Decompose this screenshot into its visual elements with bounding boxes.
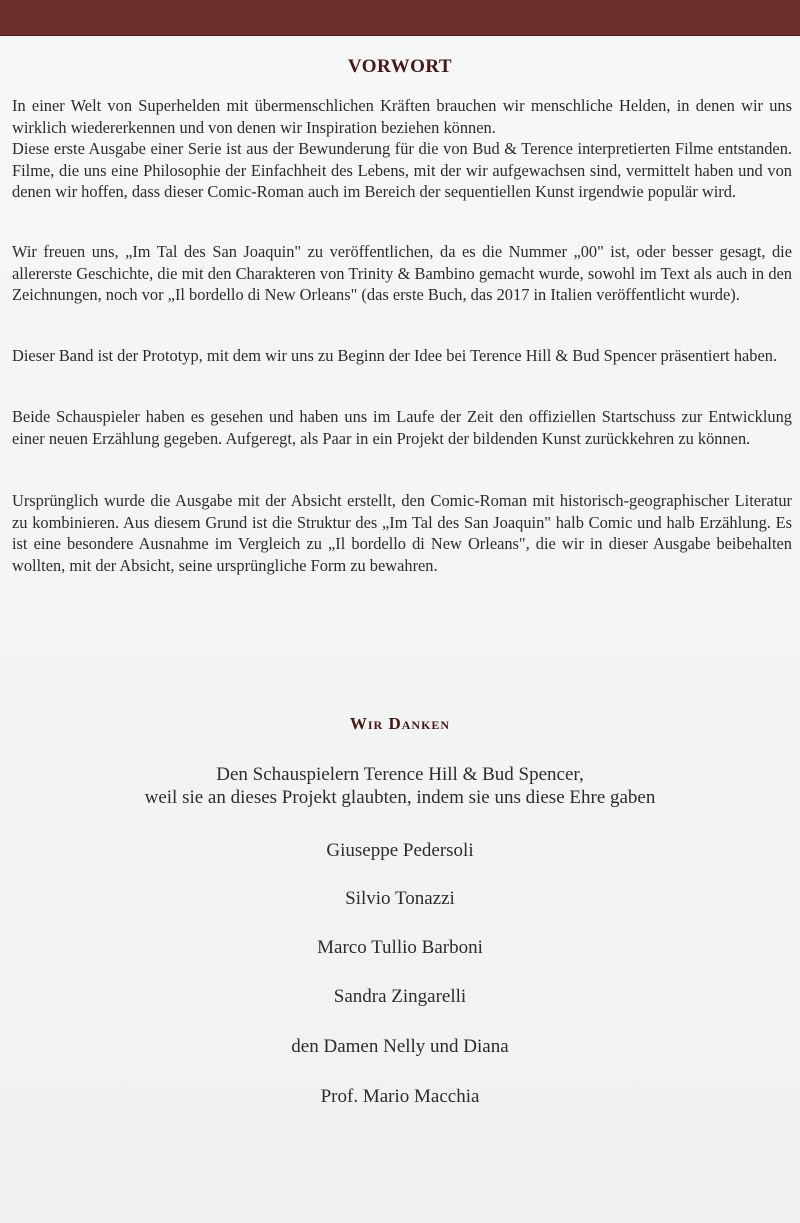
danken-title: Wir Danken xyxy=(349,714,451,733)
paragraph-text: Ursprünglich wurde die Ausgabe mit der Absicht erstellt, den Comic-Roman mit historisch-geographischer Literatur zu kombinieren. Aus diesem Grund ist die Struktur des „Im Tal des San Joaquin" halb Comic und halb Erzählung. Es ist eine besondere Ausnahme im Vergleich zu „Il bordello di New Orleans", die wir in dieser Ausgabe beibehalten wollten, mit der Absicht, seine ursprüngliche Form zu bewahren. xyxy=(12,491,792,575)
thanks-intro-line-2: weil sie an dieses Projekt glaubten, indem sie uns diese Ehre gaben xyxy=(144,787,656,808)
vorwort-paragraph-1b: Diese erste Ausgabe einer Serie ist aus der Bewunderung für die von Bud & Terence interpretierten Filme entstanden. Filme, die uns eine Philosophie der Einfachheit des Lebens, mit der wir aufgewachsen sind, vermittelt haben und von denen wir hoffen, dass dieser Comic-Roman auch im Bereich der sequentiellen Kunst irgendwie populär wird. xyxy=(12,139,792,202)
thanks-name: Sandra Zingarelli xyxy=(333,986,467,1007)
thanks-name: Giuseppe Pedersoli xyxy=(326,840,474,861)
paragraph-text: Wir freuen uns, „Im Tal des San Joaquin" zu veröffentlichen, da es die Nummer „00" ist, oder besser gesagt, die allererste Geschichte, die mit den Charakteren von Trinity & Bambino gemacht wurde, sowohl im Text als auch in den Zeichnungen, noch vor „Il bordello di New Orleans" (das erste Buch, das 2017 in Italien veröffentlicht wurde). xyxy=(12,242,792,305)
thanks-intro-line-1: Den Schauspielern Terence Hill & Bud Spencer, xyxy=(216,764,584,785)
vorwort-paragraph-2 xyxy=(12,241,792,306)
top-color-band xyxy=(0,0,800,36)
thanks-name: den Damen Nelly und Diana xyxy=(291,1036,509,1057)
paragraph-text: Beide Schauspieler haben es gesehen und haben uns im Laufe der Zeit den offiziellen Startschuss zur Entwicklung einer neuen Erzählung gegeben. Aufgeregt, als Paar in ein Projekt der bildenden Kunst zurückkehren zu können. xyxy=(12,407,792,448)
vorwort-paragraph-1a: In einer Welt von Superhelden mit übermenschlichen Kräften brauchen wir menschliche Helden, in denen wir uns wirklich wiedererkennen und von denen wir Inspiration beziehen können. xyxy=(12,96,792,137)
vorwort-paragraph-3 xyxy=(12,345,792,367)
vorwort-paragraph-5 xyxy=(12,490,792,576)
paragraph-text: Dieser Band ist der Prototyp, mit dem wir uns zu Beginn der Idee bei Terence Hill & Bud Spencer präsentiert haben. xyxy=(12,346,778,365)
vorwort-paragraph-4 xyxy=(12,406,792,449)
vorwort-title: VORWORT xyxy=(347,56,453,77)
thanks-intro xyxy=(0,763,800,809)
thanks-name: Marco Tullio Barboni xyxy=(317,937,483,958)
vorwort-paragraph-1 xyxy=(12,95,792,203)
thanks-name: Prof. Mario Macchia xyxy=(320,1086,480,1107)
thanks-name: Silvio Tonazzi xyxy=(345,888,455,909)
